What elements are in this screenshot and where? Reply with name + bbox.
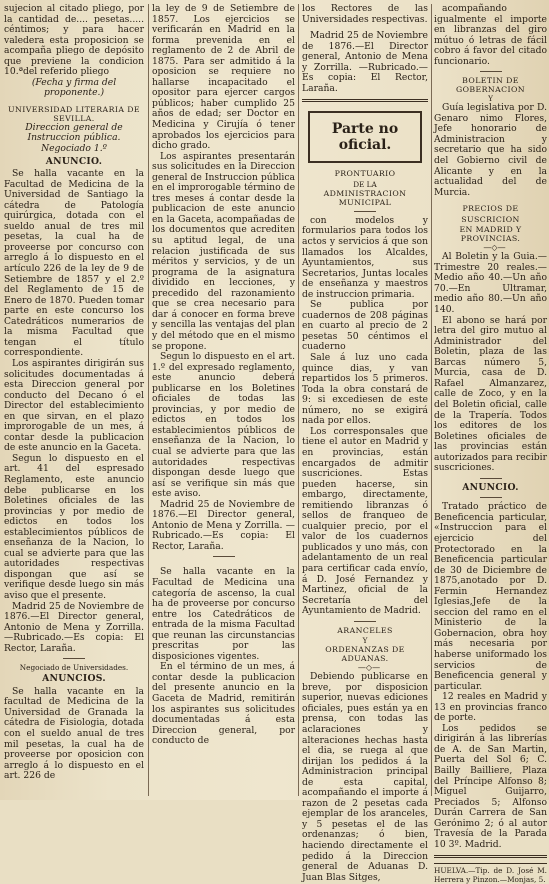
column-2 <box>152 4 295 796</box>
paragraph: Guía legislativa por D. Genaro nimo Flores, Jefe honorario de Administracion y secretario que ha sido del Gobierno civil de Alicante y en la actualidad del de Murcia. <box>434 102 547 198</box>
heading-administracion: ADMINISTRACION MUNICIPAL <box>323 188 407 207</box>
section-title-box: Parte no oficial. <box>308 111 422 163</box>
paragraph: Los pedidos se dirigirán á las librerías de A. de San Martin, Puerta del Sol 6; C. Bailly Bailliere, Plaza del Príncipe Alfonso 8; Miguel Guijarro, Preciados 5; Alfonso Durán Carrera de San Gerónimo 2; ó al autor Travesía de la Parada 10 3º. Madrid. <box>434 722 547 850</box>
paragraph: los Rectores de las Universidades respectivas. <box>302 3 428 25</box>
heading-boletin: BOLETIN DE GOBERNACION <box>455 76 526 95</box>
column-rule <box>431 4 432 796</box>
paragraph: sujecion al citado pliego, por la cantidad de.... pesetas..... céntimos; y para hacer valedera esta proposicion se acompaña pliego de depósito que previene la condicion 10.ªdel referido pliego <box>4 3 144 78</box>
paragraph: Tratado práctico de Beneficencia particular, «Instruccion para el ejercicio del Protectorado en la Beneficencia particular de 30 de Diciembre de 1875,anotado por D. Fermin Hernandez Iglesias,Jefe de la seccion del ramo en el Ministerio de la Gobernacion, obra hoy más necesaria por haberse uniformado los servicios de Beneficencia general y particular. <box>434 501 547 692</box>
paragraph: Se halla vacante en la Facultad de Medicina de la Universidad de Santiago la cátedra de Patología quirúrgica, dotada con el sueldo anual de tres mil pesetas, la cual ha de proveerse por concurso con arreglo á lo dispuesto en el artículo 226 de la ley de 9 de Setiembre de 1857 y el 2.º del Reglamento de 15 de Enero de 1870. Pueden tomar parte en este concurso los Catedráticos numerarios de la misma Facultad que tengan el título correspondiente. <box>4 168 144 359</box>
paragraph: Sale á luz uno cada quince dias, y van repartidos los 5 primeros. Toda la obra constará de 9: si excediesen de este número, no se exigirá nada por ellos. <box>302 352 428 427</box>
separator <box>480 478 502 479</box>
double-rule <box>302 99 428 102</box>
separator <box>480 497 502 498</box>
heading-prontuario: PRONTUARIO <box>334 169 396 179</box>
heading-anuncio: ANUNCIO. <box>462 481 519 493</box>
column-4 <box>434 3 547 884</box>
paragraph: Madrid 25 de Noviembre de 1876.—El Director general, Antonio de Mena y Zorrilla. —Rubricado.—Es copia: El Rector, Laraña. <box>4 600 144 654</box>
heading-precios: PRECIOS DE SUSCRICION <box>461 204 520 224</box>
heading-negociado: Negociado 1.º <box>41 143 107 155</box>
column-rule <box>298 4 299 796</box>
separator <box>63 658 85 659</box>
paragraph: Segun lo dispuesto en el art. 1.º del expresado reglamento, este anuncio deberá publicarse en los Boletines oficiales de todas las provincias, y por medio de edictos en todos los establecimientos públicos de enseñanza de la Nacion, lo cual se advierte para que las autoridades respectivas dispongan desde luego que así se verifique sin más que este aviso. <box>152 351 295 500</box>
paragraph: Se halla vacante en la Facultad de Medicina una categoría de ascenso, la cual ha de proveerse por concurso entre los Catedráticos de entrada de la misma Facultad que reunan las circunstancias prescritas por las disposiciones vigentes. <box>152 566 295 662</box>
separator <box>354 211 376 212</box>
paragraph: Se publica por cuadernos de 208 páginas en cuarto al precio de 2 pesetas 50 céntimos el cuaderno <box>302 299 428 353</box>
separator <box>354 621 376 622</box>
paragraph: Los aspirantes dirigirán sus solicitudes documentadas á esta Direccion general por conducto del Decano ó el Director del establecimiento en que sirvan, en el plazo improrogable de un mes, á contar desde la publicacion de este anuncio en la Gaceta. <box>4 357 144 454</box>
heading-anuncios: ANUNCIOS. <box>42 673 106 685</box>
paragraph: Segun lo dispuesto en el art. 41 del espresado Reglamento, este anuncio debe publicarse en los Boletines oficiales de las provincias y por medio de edictos en todos los establecimientos públicos de enseñanza de la Nacion, lo cual se advierte para que las autoridades respectivas dispongan que así se verifique desde luego sin más aviso que el presente. <box>4 452 144 601</box>
paragraph: 12 reales en Madrid y 13 en provincias franco de porte. <box>434 691 547 724</box>
heading-aranceles: ARANCELES <box>337 625 393 635</box>
paragraph: El abono se hará por letra del giro mutuo al Administrador del Boletin, plaza de las Barcas número 5, Murcia, casa de D. Rafael Almanzarez, calle de Zoco, y en la del Boletin oficial, calle de la Trapería. Todos los editores de los Boletines oficiales de las provincias están autorizados para recibir suscriciones. <box>434 314 547 474</box>
paragraph: acompañando igualmente el importe en libranzas del giro mútuo ó letras de fácil cobro á favor del citado funcionario. <box>434 3 547 67</box>
paragraph: Al Boletin y la Guia.—Trimestre 20 reales.—Medio año 40.—Un año 70.—En Ultramar, medio año 80.—Un año 140. <box>434 251 547 316</box>
column-3 <box>302 3 428 883</box>
heading-anuncio: ANUNCIO. <box>45 155 103 167</box>
heading-university: UNIVERSIDAD LITERARIA DE <box>8 104 140 114</box>
heading-de-la: DE LA <box>353 179 377 189</box>
paragraph: la ley de 9 de Setiembre de 1857. Los ejercicios se verificarán en Madrid en la forma prevenida en el reglamento de 2 de Abril de 1875. Para ser admitido á la oposicion se requiere no hallarse incapacitado el opositor para ejercer cargos públicos; haber cumplido 25 años de edad; ser Doctor en Medicina y Cirujía ó tener aprobados los ejercicios para dicho grado. <box>152 3 295 152</box>
separator <box>480 71 502 72</box>
heading-city: SEVILLA. <box>53 113 95 123</box>
heading-ordenanzas: ORDENANZAS DE ADUANAS. <box>325 645 405 664</box>
paragraph: Madrid 25 de Noviembre de 1876.—El Director general, Antonio de Mena y Zorrilla. —Rubricado.—Es copia: El Rector, Laraña. <box>152 498 295 552</box>
paragraph: Madrid 25 de Noviembre de 1876.—El Director general, Antonio de Mena y Zorrilla. —Rubricado.—Es copia: El Rector, Laraña. <box>302 30 428 94</box>
separator <box>213 556 235 557</box>
imprint-footer: HUELVA.—Tip. de D. José M. Herrera y Pinzon.—Monjas, 5. <box>434 863 547 884</box>
paragraph: Debiendo publicarse en breve, por disposicion superior, nuevas ediciones oficiales, pues están ya en prensa, con todas las aclaraciones y alteraciones hechas hasta el dia, se ruega al que dirijan los pedidos á la Administracion principal de esta capital, acompañando el importe á razon de 2 pesetas cada ejemplar de los aranceles, y 5 pesetas el de las ordenanzas; ó bien, haciendo directamente el pedido á la Direccion general de Aduanas D. Juan Blas Sitges, <box>302 671 428 883</box>
signature-note: (Fecha y firma del proponente.) <box>31 76 117 99</box>
paragraph: con modelos y formularios para todos los actos y servicios á que son llamados los Alcaldes, Ayuntamientos, sus Secretarios, Juntas locales de enseñanza y maestros de instruccion primaria. <box>302 214 428 300</box>
double-rule <box>434 855 547 858</box>
paragraph: En el término de un mes, á contar desde la publicacion del presente anuncio en la Gaceta de Madrid, remitirán los aspirantes sus solicitudes documentadas á esta Direccion general, por conducto de <box>152 661 295 747</box>
column-1 <box>4 4 144 796</box>
heading-madrid-provincias: EN MADRID Y PROVINCIAS. <box>459 225 522 244</box>
heading-direction: Direccion general de Instruccion pública. <box>25 121 123 144</box>
ornament: —◇— <box>483 243 506 253</box>
paragraph: Se halla vacante en la facultad de Medicina de la Universidad de Granada la cátedra de Fisiologia, dotada con el sueldo anual de tres mil pesetas, la cual ha de proveerse por oposicion con arreglo á lo dispuesto en el art. 226 de <box>4 685 144 782</box>
heading-negociado-universidades: Negociado de Universidades. <box>19 663 129 673</box>
column-rule <box>148 4 149 796</box>
paragraph: Los aspirantes presentarán sus solicitudes en la Direccion general de Instruccion pública en el improrogable término de tres meses á contar desde la publicacion de este anuncio en la Gaceta, acompañadas de los documentos que acrediten su aptitud legal, de una relacion justificada de sus méritos y servicios, y de un programa de la asignatura dividido en lecciones, y precedido del razonamiento que se crea necesario para dar á conocer en forma breve y sencilla las ventajas del plan y del método que en el mismo se propone. <box>152 150 295 352</box>
heading-y: Y <box>488 94 493 104</box>
ornament: —◇— <box>357 663 381 673</box>
paragraph: Los corresponsales que tiene el autor en Madrid y en provincias, están encargados de admitir suscriciones. Estas pueden hacerse, sin embargo, directamente, remitiendo libranzas ó sellos de franqueo de cualquier precio, por el valor de los cuadernos publicados y uno más, con adelantamento de un real para certificar cada envío, á D. José Fernandez y Martinez, oficial de la Secretaría del Ayuntamiento de Madrid. <box>302 425 428 617</box>
heading-y: Y <box>362 636 368 646</box>
